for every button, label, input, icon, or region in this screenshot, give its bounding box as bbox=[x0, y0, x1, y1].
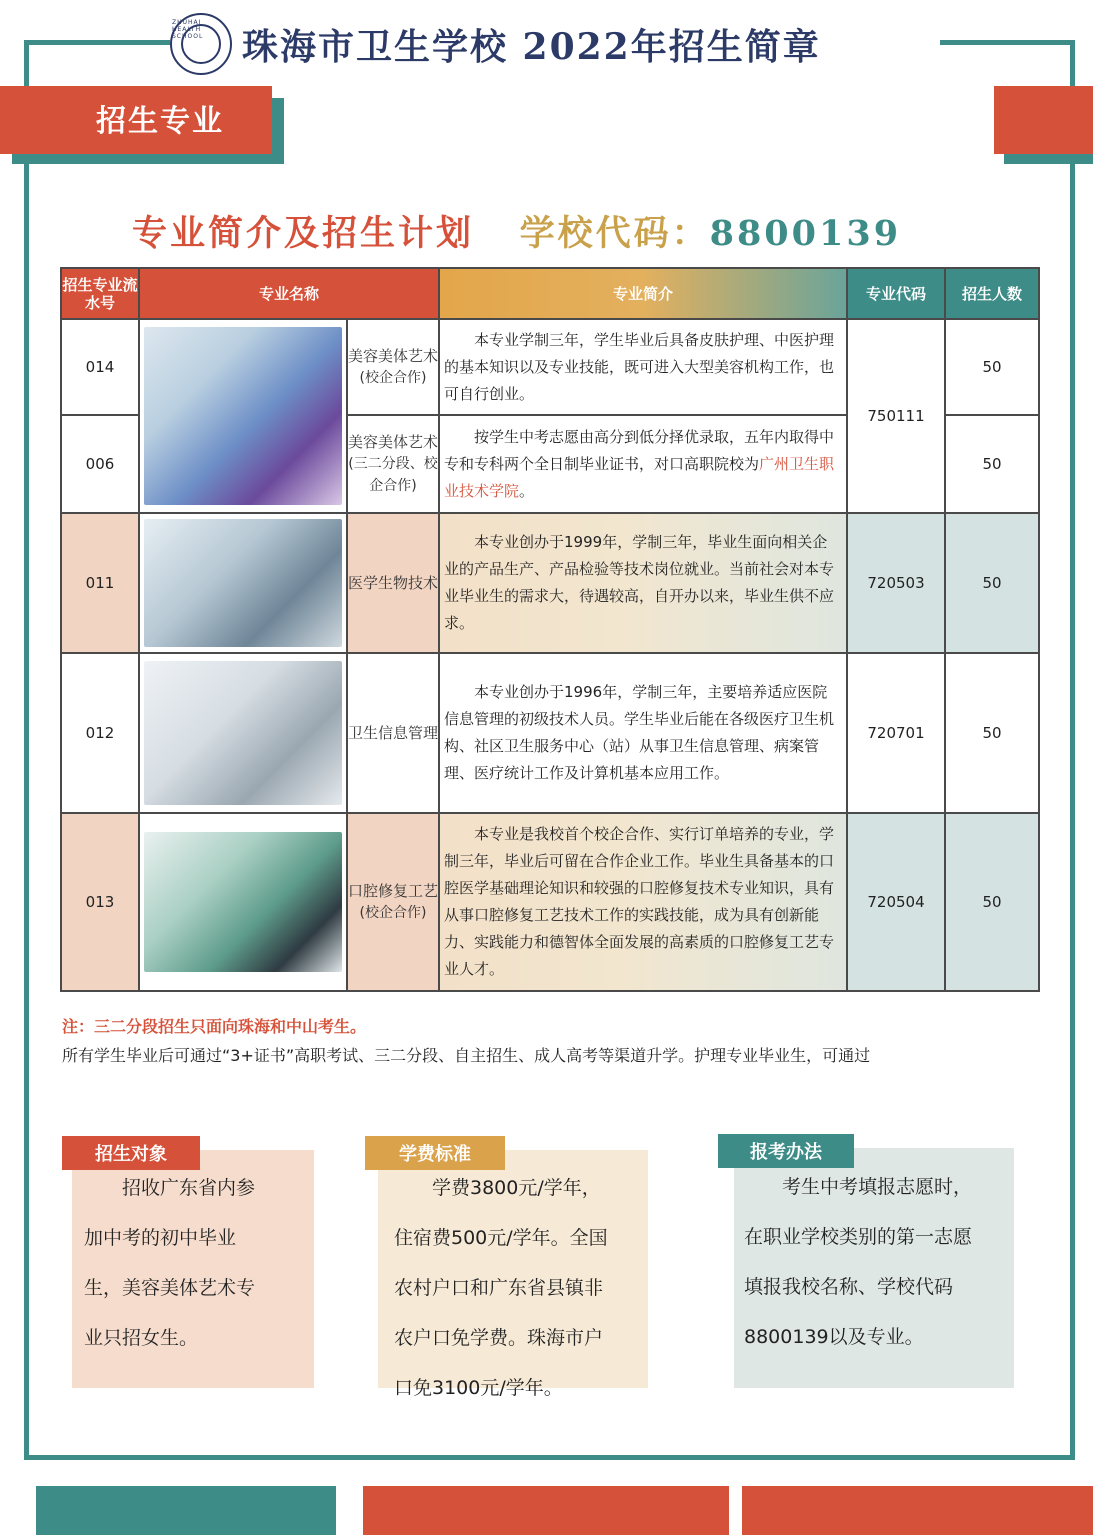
subtitle-plan: 专业简介及招生计划 bbox=[132, 214, 475, 254]
note-red: 注：三二分段招生只面向珠海和中山考生。 bbox=[62, 1017, 367, 1036]
table-row bbox=[61, 813, 1039, 991]
partner-college: 广州卫生职业技术学院 bbox=[444, 454, 835, 500]
table-row bbox=[61, 513, 1039, 653]
apply-line: 8800139以及专业。 bbox=[744, 1326, 924, 1348]
row-count: 50 bbox=[945, 319, 1039, 415]
computer-class-photo bbox=[144, 661, 342, 805]
header-count: 招生人数 bbox=[945, 268, 1039, 319]
fees-line: 农户口免学费。珠海市户 bbox=[394, 1327, 604, 1349]
fees-text bbox=[394, 1163, 644, 1413]
apply-text bbox=[744, 1162, 1012, 1362]
row-intro: 本专业创办于1999年，学制三年，毕业生面向相关企业的产品生产、产品检验等技术岗位就业。当前社会对本专业毕业生的需求大，待遇较高，自开办以来，毕业生供不应求。 bbox=[439, 513, 847, 653]
photo-cell bbox=[139, 513, 347, 653]
photo-cell bbox=[139, 653, 347, 813]
photo-cell bbox=[139, 319, 347, 513]
frame-bottom bbox=[24, 1455, 1075, 1460]
apply-line: 在职业学校类别的第一志愿 bbox=[744, 1226, 973, 1248]
photo-cell bbox=[139, 813, 347, 991]
row-no: 013 bbox=[61, 813, 139, 991]
row-intro bbox=[439, 415, 847, 513]
row-no: 011 bbox=[61, 513, 139, 653]
table-row bbox=[61, 319, 1039, 415]
bottom-bar-red-right bbox=[742, 1486, 1093, 1535]
subtitle-code-value: 8800139 bbox=[709, 213, 902, 254]
major-name: 美容美体艺术 bbox=[348, 432, 439, 451]
header-code: 专业代码 bbox=[847, 268, 945, 319]
row-intro: 本专业创办于1996年，学制三年，主要培养适应医院信息管理的初级技术人员。学生毕业后能在各级医疗卫生机构、社区卫生服务中心（站）从事卫生信息管理、病案管理、医疗统计工作及计算机基本应用工作。 bbox=[439, 653, 847, 813]
target-text bbox=[84, 1163, 312, 1363]
apply-line: 填报我校名称、学校代码 bbox=[744, 1276, 954, 1298]
frame-top-right bbox=[930, 40, 1075, 45]
intro-end: 。 bbox=[519, 481, 535, 500]
row-intro: 本专业是我校首个校企合作、实行订单培养的专业，学制三年，毕业后可留在合作企业工作。毕业生具备基本的口腔医学基础理论知识和较强的口腔修复技术专业知识，具有从事口腔修复工艺技术工作的实践技能，成为具有创新能力、实践能力和德智体全面发展的高素质的口腔修复工艺专业人才。 bbox=[439, 813, 847, 991]
row-name bbox=[347, 813, 439, 991]
major-name: 口腔修复工艺 bbox=[348, 881, 439, 900]
major-note: (校企合作) bbox=[359, 369, 427, 386]
apply-line: 考生中考填报志愿时， bbox=[782, 1176, 973, 1198]
frame-left bbox=[24, 40, 29, 88]
fees-line: 口免3100元/学年。 bbox=[394, 1377, 563, 1399]
apply-label: 报考办法 bbox=[718, 1134, 854, 1168]
row-code: 750111 bbox=[847, 319, 945, 513]
row-no: 006 bbox=[61, 415, 139, 513]
frame-top-left bbox=[24, 40, 174, 45]
logo-text: ZHUHAI HEALTH SCHOOL bbox=[172, 19, 204, 40]
beauty-photo bbox=[144, 327, 342, 505]
target-label: 招生对象 bbox=[62, 1136, 200, 1170]
bottom-bar-red bbox=[363, 1486, 729, 1535]
section-subtitle bbox=[132, 206, 901, 256]
target-line: 加中考的初中毕业 bbox=[84, 1227, 237, 1249]
row-count: 50 bbox=[945, 813, 1039, 991]
row-no: 012 bbox=[61, 653, 139, 813]
bottom-bar-teal bbox=[36, 1486, 336, 1535]
fees-line: 农村户口和广东省县镇非 bbox=[394, 1277, 604, 1299]
row-name: 医学生物技术 bbox=[347, 513, 439, 653]
fees-label: 学费标准 bbox=[365, 1136, 505, 1170]
intro-text: 按学生中考志愿由高分到低分择优录取，五年内取得中专和专科两个全日制毕业证书，对口高职院校为 bbox=[444, 427, 835, 473]
frame-left-lower bbox=[24, 160, 29, 1460]
row-code: 720701 bbox=[847, 653, 945, 813]
table-header-row bbox=[61, 268, 1039, 319]
page-title: 珠海市卫生学校 2022年招生简章 bbox=[242, 25, 821, 68]
row-code: 720504 bbox=[847, 813, 945, 991]
table-row bbox=[61, 653, 1039, 813]
target-line: 生，美容美体艺术专 bbox=[84, 1277, 256, 1299]
dental-photo bbox=[144, 832, 342, 972]
lab-photo bbox=[144, 519, 342, 647]
header-intro: 专业简介 bbox=[439, 268, 847, 319]
note-paragraph: 所有学生毕业后可通过“3+证书”高职考试、三二分段、自主招生、成人高考等渠道升学。护理专业毕业生，可通过 bbox=[62, 1046, 871, 1065]
major-note: (校企合作) bbox=[359, 904, 427, 921]
fees-line: 住宿费500元/学年。全国 bbox=[394, 1227, 608, 1249]
row-code: 720503 bbox=[847, 513, 945, 653]
row-name bbox=[347, 415, 439, 513]
section-banner-label: 招生专业 bbox=[96, 104, 224, 139]
fees-line: 学费3800元/学年， bbox=[432, 1177, 601, 1199]
major-name: 美容美体艺术 bbox=[348, 346, 439, 365]
row-count: 50 bbox=[945, 513, 1039, 653]
row-intro: 本专业学制三年，学生毕业后具备皮肤护理、中医护理的基本知识以及专业技能，既可进入大型美容机构工作，也可自行创业。 bbox=[439, 319, 847, 415]
majors-table bbox=[60, 267, 1040, 992]
right-tab bbox=[994, 86, 1093, 154]
target-line: 招收广东省内参 bbox=[122, 1177, 256, 1199]
school-logo bbox=[170, 13, 232, 75]
header-no: 招生专业流水号 bbox=[61, 268, 139, 319]
row-no: 014 bbox=[61, 319, 139, 415]
header-name: 专业名称 bbox=[139, 268, 439, 319]
row-count: 50 bbox=[945, 415, 1039, 513]
target-line: 业只招女生。 bbox=[84, 1327, 199, 1349]
row-name: 卫生信息管理 bbox=[347, 653, 439, 813]
major-note: (三二分段、校企合作) bbox=[348, 455, 438, 494]
frame-right bbox=[1070, 40, 1075, 1460]
row-count: 50 bbox=[945, 653, 1039, 813]
subtitle-code-label: 学校代码： bbox=[519, 214, 710, 254]
header bbox=[170, 14, 940, 74]
row-name bbox=[347, 319, 439, 415]
